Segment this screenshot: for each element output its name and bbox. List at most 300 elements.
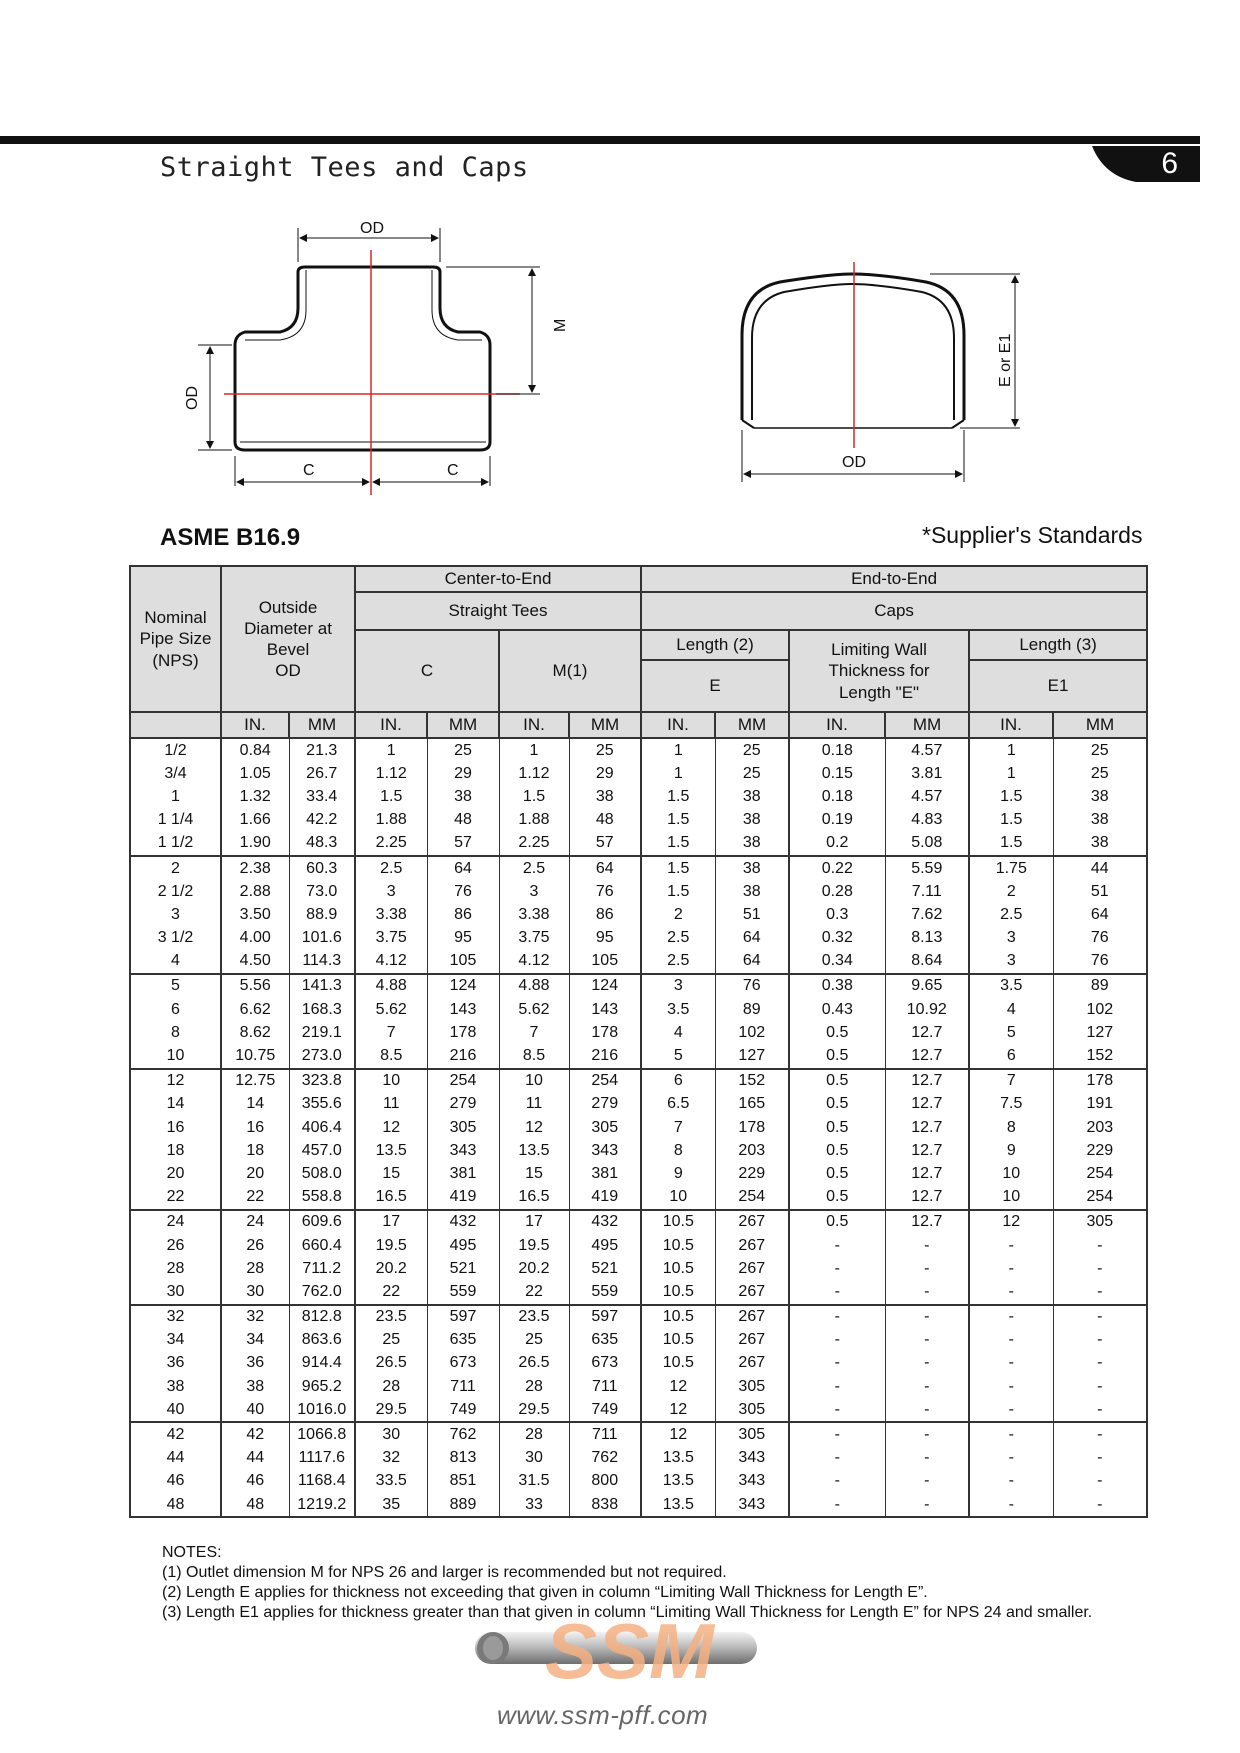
- value-cell: 11: [499, 1093, 569, 1116]
- value-cell: 19.5: [355, 1234, 427, 1257]
- table-row: [130, 1447, 1147, 1470]
- value-cell: 3: [969, 927, 1053, 950]
- value-cell: 9.65: [885, 974, 969, 998]
- value-cell: 38: [715, 880, 789, 903]
- header-rule: [0, 136, 1200, 144]
- value-cell: 229: [1053, 1139, 1147, 1162]
- value-cell: 25: [715, 762, 789, 785]
- value-cell: 711: [569, 1422, 641, 1446]
- value-cell: 10: [355, 1069, 427, 1093]
- col-od-header: Outside Diameter at Bevel OD: [221, 566, 355, 712]
- nps-cell: 1 1/4: [130, 809, 221, 832]
- value-cell: 48: [221, 1493, 289, 1517]
- value-cell: 8.64: [885, 950, 969, 974]
- value-cell: 8.5: [499, 1044, 569, 1068]
- value-cell: 1.5: [641, 832, 715, 856]
- value-cell: 51: [1053, 880, 1147, 903]
- value-cell: 3: [969, 950, 1053, 974]
- page-title: Straight Tees and Caps: [160, 152, 529, 183]
- value-cell: 33.5: [355, 1470, 427, 1493]
- value-cell: 51: [715, 903, 789, 926]
- value-cell: 95: [427, 927, 499, 950]
- value-cell: 124: [569, 974, 641, 998]
- value-cell: -: [969, 1398, 1053, 1422]
- value-cell: 495: [569, 1234, 641, 1257]
- value-cell: 711.2: [289, 1257, 355, 1280]
- value-cell: 143: [569, 998, 641, 1021]
- value-cell: 254: [1053, 1162, 1147, 1185]
- nps-cell: 30: [130, 1280, 221, 1304]
- value-cell: 10: [499, 1069, 569, 1093]
- value-cell: 762: [427, 1422, 499, 1446]
- value-cell: -: [1053, 1352, 1147, 1375]
- length3-header: Length (3): [969, 630, 1147, 660]
- value-cell: 38: [569, 785, 641, 808]
- value-cell: 10.5: [641, 1210, 715, 1234]
- page-number: 6: [1161, 147, 1178, 180]
- value-cell: -: [885, 1422, 969, 1446]
- value-cell: 279: [569, 1093, 641, 1116]
- value-cell: 12: [641, 1398, 715, 1422]
- nps-cell: 18: [130, 1139, 221, 1162]
- value-cell: 559: [427, 1280, 499, 1304]
- value-cell: 28: [499, 1375, 569, 1398]
- value-cell: -: [789, 1398, 885, 1422]
- table-row: [130, 832, 1147, 856]
- value-cell: 6: [641, 1069, 715, 1093]
- table-row: [130, 738, 1147, 762]
- table-row: [130, 974, 1147, 998]
- unit-header: IN.: [789, 712, 885, 738]
- value-cell: 2.38: [221, 856, 289, 880]
- value-cell: 141.3: [289, 974, 355, 998]
- value-cell: -: [789, 1375, 885, 1398]
- value-cell: 26.5: [499, 1352, 569, 1375]
- value-cell: 1.5: [969, 809, 1053, 832]
- value-cell: 12.7: [885, 1021, 969, 1044]
- value-cell: 17: [355, 1210, 427, 1234]
- value-cell: 0.3: [789, 903, 885, 926]
- value-cell: 13.5: [499, 1139, 569, 1162]
- value-cell: 25: [499, 1329, 569, 1352]
- value-cell: 1.5: [641, 880, 715, 903]
- value-cell: -: [969, 1280, 1053, 1304]
- value-cell: 24: [221, 1210, 289, 1234]
- value-cell: -: [1053, 1447, 1147, 1470]
- value-cell: -: [885, 1352, 969, 1375]
- value-cell: 28: [355, 1375, 427, 1398]
- value-cell: 0.22: [789, 856, 885, 880]
- value-cell: 355.6: [289, 1093, 355, 1116]
- value-cell: 267: [715, 1305, 789, 1329]
- value-cell: 28: [221, 1257, 289, 1280]
- value-cell: 7: [355, 1021, 427, 1044]
- value-cell: 7: [641, 1116, 715, 1139]
- value-cell: 4: [641, 1021, 715, 1044]
- value-cell: 12.7: [885, 1210, 969, 1234]
- value-cell: 178: [569, 1021, 641, 1044]
- value-cell: 9: [641, 1162, 715, 1185]
- value-cell: 8: [969, 1116, 1053, 1139]
- value-cell: 12: [499, 1116, 569, 1139]
- tee-od-side-label: OD: [184, 386, 201, 410]
- value-cell: 521: [427, 1257, 499, 1280]
- cap-e-label: E or E1: [997, 333, 1014, 387]
- value-cell: 0.5: [789, 1021, 885, 1044]
- value-cell: -: [885, 1257, 969, 1280]
- value-cell: 305: [569, 1116, 641, 1139]
- value-cell: 305: [715, 1422, 789, 1446]
- value-cell: 273.0: [289, 1044, 355, 1068]
- value-cell: 267: [715, 1210, 789, 1234]
- value-cell: 0.15: [789, 762, 885, 785]
- value-cell: 749: [427, 1398, 499, 1422]
- value-cell: 3.38: [355, 903, 427, 926]
- value-cell: 38: [1053, 809, 1147, 832]
- value-cell: 889: [427, 1493, 499, 1517]
- table-row: [130, 762, 1147, 785]
- value-cell: 178: [1053, 1069, 1147, 1093]
- value-cell: 254: [569, 1069, 641, 1093]
- notes-heading: NOTES:: [162, 1544, 222, 1561]
- value-cell: 635: [569, 1329, 641, 1352]
- note-1: (1) Outlet dimension M for NPS 26 and larger is recommended but not required.: [162, 1564, 727, 1581]
- value-cell: 1.88: [499, 809, 569, 832]
- value-cell: 254: [427, 1069, 499, 1093]
- value-cell: 13.5: [355, 1139, 427, 1162]
- value-cell: 12.7: [885, 1162, 969, 1185]
- value-cell: 1.32: [221, 785, 289, 808]
- value-cell: 5: [969, 1021, 1053, 1044]
- nps-cell: 34: [130, 1329, 221, 1352]
- value-cell: -: [969, 1447, 1053, 1470]
- value-cell: 0.5: [789, 1162, 885, 1185]
- value-cell: 9: [969, 1139, 1053, 1162]
- value-cell: -: [885, 1305, 969, 1329]
- nps-cell: 10: [130, 1044, 221, 1068]
- value-cell: 30: [221, 1280, 289, 1304]
- value-cell: 597: [427, 1305, 499, 1329]
- value-cell: 267: [715, 1329, 789, 1352]
- value-cell: 12: [969, 1210, 1053, 1234]
- unit-header: IN.: [355, 712, 427, 738]
- value-cell: 7: [499, 1021, 569, 1044]
- value-cell: 4.83: [885, 809, 969, 832]
- value-cell: 127: [715, 1044, 789, 1068]
- value-cell: 267: [715, 1280, 789, 1304]
- value-cell: 23.5: [355, 1305, 427, 1329]
- value-cell: 152: [1053, 1044, 1147, 1068]
- limiting-wall-header: Limiting Wall Thickness for Length "E": [789, 630, 969, 712]
- value-cell: 851: [427, 1470, 499, 1493]
- value-cell: -: [885, 1470, 969, 1493]
- table-row: [130, 1375, 1147, 1398]
- value-cell: 44: [221, 1447, 289, 1470]
- value-cell: 254: [715, 1186, 789, 1210]
- value-cell: 12.75: [221, 1069, 289, 1093]
- value-cell: 0.43: [789, 998, 885, 1021]
- value-cell: 20.2: [355, 1257, 427, 1280]
- value-cell: 38: [427, 785, 499, 808]
- value-cell: 86: [569, 903, 641, 926]
- value-cell: 105: [569, 950, 641, 974]
- value-cell: -: [789, 1280, 885, 1304]
- col-m-header: M(1): [499, 630, 641, 712]
- value-cell: 267: [715, 1257, 789, 1280]
- value-cell: 0.28: [789, 880, 885, 903]
- value-cell: 3: [499, 880, 569, 903]
- value-cell: 0.18: [789, 785, 885, 808]
- value-cell: 1: [499, 738, 569, 762]
- value-cell: 22: [499, 1280, 569, 1304]
- value-cell: 34: [221, 1329, 289, 1352]
- unit-header: MM: [715, 712, 789, 738]
- value-cell: 660.4: [289, 1234, 355, 1257]
- value-cell: 0.84: [221, 738, 289, 762]
- nps-cell: 12: [130, 1069, 221, 1093]
- value-cell: 124: [427, 974, 499, 998]
- value-cell: 88.9: [289, 903, 355, 926]
- col-e1-header: E1: [969, 660, 1147, 712]
- table-body: [130, 738, 1147, 1517]
- unit-blank: [130, 712, 221, 738]
- value-cell: -: [789, 1352, 885, 1375]
- value-cell: 38: [715, 832, 789, 856]
- value-cell: 1.5: [969, 832, 1053, 856]
- value-cell: 5.56: [221, 974, 289, 998]
- value-cell: 813: [427, 1447, 499, 1470]
- value-cell: 76: [569, 880, 641, 903]
- value-cell: 1: [969, 762, 1053, 785]
- unit-header: IN.: [969, 712, 1053, 738]
- value-cell: 10.92: [885, 998, 969, 1021]
- value-cell: 114.3: [289, 950, 355, 974]
- value-cell: 3.38: [499, 903, 569, 926]
- value-cell: 1.66: [221, 809, 289, 832]
- col-e-header: E: [641, 660, 789, 712]
- table-row: [130, 856, 1147, 880]
- value-cell: -: [885, 1280, 969, 1304]
- value-cell: 8.5: [355, 1044, 427, 1068]
- value-cell: 1168.4: [289, 1470, 355, 1493]
- nps-cell: 22: [130, 1186, 221, 1210]
- value-cell: 22: [355, 1280, 427, 1304]
- value-cell: 46: [221, 1470, 289, 1493]
- value-cell: 1219.2: [289, 1493, 355, 1517]
- table-row: [130, 1234, 1147, 1257]
- value-cell: -: [789, 1470, 885, 1493]
- value-cell: 7.5: [969, 1093, 1053, 1116]
- value-cell: 12.7: [885, 1093, 969, 1116]
- value-cell: 0.5: [789, 1139, 885, 1162]
- table-row: [130, 1139, 1147, 1162]
- value-cell: 305: [1053, 1210, 1147, 1234]
- value-cell: 343: [715, 1447, 789, 1470]
- value-cell: 32: [221, 1305, 289, 1329]
- value-cell: 64: [1053, 903, 1147, 926]
- value-cell: 35: [355, 1493, 427, 1517]
- value-cell: 14: [221, 1093, 289, 1116]
- value-cell: -: [1053, 1234, 1147, 1257]
- value-cell: 42.2: [289, 809, 355, 832]
- value-cell: 381: [427, 1162, 499, 1185]
- value-cell: 406.4: [289, 1116, 355, 1139]
- value-cell: 29: [569, 762, 641, 785]
- note-2: (2) Length E applies for thickness not exceeding that given in column “Limiting Wall Thickness for Length E”.: [162, 1584, 928, 1601]
- value-cell: 4.57: [885, 738, 969, 762]
- nps-cell: 1: [130, 785, 221, 808]
- value-cell: 44: [1053, 856, 1147, 880]
- table-row: [130, 785, 1147, 808]
- value-cell: 10.5: [641, 1305, 715, 1329]
- value-cell: 38: [1053, 785, 1147, 808]
- value-cell: 33.4: [289, 785, 355, 808]
- value-cell: 13.5: [641, 1493, 715, 1517]
- footer-url: www.ssm-pff.com: [497, 1700, 709, 1730]
- value-cell: 31.5: [499, 1470, 569, 1493]
- value-cell: 48: [427, 809, 499, 832]
- value-cell: 3.5: [641, 998, 715, 1021]
- value-cell: 495: [427, 1234, 499, 1257]
- value-cell: 10.5: [641, 1257, 715, 1280]
- tee-c-right-label: C: [447, 462, 459, 479]
- value-cell: 4.12: [499, 950, 569, 974]
- value-cell: 25: [355, 1329, 427, 1352]
- value-cell: 0.5: [789, 1186, 885, 1210]
- value-cell: 1: [355, 738, 427, 762]
- value-cell: -: [885, 1329, 969, 1352]
- nps-cell: 40: [130, 1398, 221, 1422]
- value-cell: 5: [641, 1044, 715, 1068]
- value-cell: 57: [569, 832, 641, 856]
- value-cell: 863.6: [289, 1329, 355, 1352]
- value-cell: 76: [1053, 927, 1147, 950]
- value-cell: 10: [969, 1162, 1053, 1185]
- value-cell: 127: [1053, 1021, 1147, 1044]
- value-cell: 305: [715, 1398, 789, 1422]
- table-row: [130, 1329, 1147, 1352]
- standard-label: ASME B16.9: [160, 524, 301, 551]
- value-cell: 64: [715, 950, 789, 974]
- value-cell: -: [1053, 1305, 1147, 1329]
- value-cell: 12.7: [885, 1139, 969, 1162]
- nps-cell: 2: [130, 856, 221, 880]
- nps-cell: 5: [130, 974, 221, 998]
- value-cell: 95: [569, 927, 641, 950]
- value-cell: 419: [427, 1186, 499, 1210]
- value-cell: 457.0: [289, 1139, 355, 1162]
- value-cell: 16.5: [355, 1186, 427, 1210]
- value-cell: -: [1053, 1470, 1147, 1493]
- straight-tees-header: Straight Tees: [355, 592, 641, 630]
- value-cell: 29.5: [355, 1398, 427, 1422]
- value-cell: 673: [569, 1352, 641, 1375]
- value-cell: 19.5: [499, 1234, 569, 1257]
- nps-cell: 20: [130, 1162, 221, 1185]
- value-cell: -: [969, 1422, 1053, 1446]
- table-row: [130, 1493, 1147, 1517]
- value-cell: -: [885, 1375, 969, 1398]
- value-cell: 29.5: [499, 1398, 569, 1422]
- nps-cell: 36: [130, 1352, 221, 1375]
- value-cell: 8.13: [885, 927, 969, 950]
- value-cell: 267: [715, 1234, 789, 1257]
- value-cell: -: [789, 1305, 885, 1329]
- value-cell: 60.3: [289, 856, 355, 880]
- value-cell: 20.2: [499, 1257, 569, 1280]
- unit-header: MM: [427, 712, 499, 738]
- value-cell: 5.62: [355, 998, 427, 1021]
- value-cell: 42: [221, 1422, 289, 1446]
- value-cell: 10.75: [221, 1044, 289, 1068]
- value-cell: -: [1053, 1398, 1147, 1422]
- value-cell: 558.8: [289, 1186, 355, 1210]
- value-cell: 0.19: [789, 809, 885, 832]
- value-cell: 23.5: [499, 1305, 569, 1329]
- value-cell: 73.0: [289, 880, 355, 903]
- value-cell: 4.88: [355, 974, 427, 998]
- value-cell: 1066.8: [289, 1422, 355, 1446]
- unit-header: MM: [569, 712, 641, 738]
- value-cell: 2.5: [355, 856, 427, 880]
- nps-cell: 14: [130, 1093, 221, 1116]
- value-cell: 102: [1053, 998, 1147, 1021]
- value-cell: 102: [715, 1021, 789, 1044]
- value-cell: 0.18: [789, 738, 885, 762]
- value-cell: 48.3: [289, 832, 355, 856]
- cap-od-label: OD: [842, 454, 866, 471]
- value-cell: 22: [221, 1186, 289, 1210]
- value-cell: 812.8: [289, 1305, 355, 1329]
- value-cell: 25: [1053, 762, 1147, 785]
- value-cell: 1.5: [499, 785, 569, 808]
- value-cell: 381: [569, 1162, 641, 1185]
- supplier-note: *Supplier's Standards: [922, 522, 1143, 548]
- table-row: [130, 1257, 1147, 1280]
- value-cell: 0.32: [789, 927, 885, 950]
- value-cell: 3: [641, 974, 715, 998]
- table-row: [130, 903, 1147, 926]
- value-cell: 105: [427, 950, 499, 974]
- value-cell: 2.5: [641, 950, 715, 974]
- nps-cell: 26: [130, 1234, 221, 1257]
- value-cell: 178: [427, 1021, 499, 1044]
- value-cell: 279: [427, 1093, 499, 1116]
- value-cell: 38: [1053, 832, 1147, 856]
- nps-cell: 42: [130, 1422, 221, 1446]
- value-cell: 25: [569, 738, 641, 762]
- value-cell: 1.75: [969, 856, 1053, 880]
- value-cell: 2.5: [641, 927, 715, 950]
- value-cell: -: [1053, 1329, 1147, 1352]
- value-cell: 12.7: [885, 1069, 969, 1093]
- value-cell: 0.5: [789, 1069, 885, 1093]
- value-cell: 965.2: [289, 1375, 355, 1398]
- table-row: [130, 950, 1147, 974]
- value-cell: 10.5: [641, 1329, 715, 1352]
- value-cell: 305: [715, 1375, 789, 1398]
- value-cell: 6: [969, 1044, 1053, 1068]
- value-cell: 12.7: [885, 1116, 969, 1139]
- value-cell: 5.08: [885, 832, 969, 856]
- value-cell: 1: [969, 738, 1053, 762]
- nps-cell: 4: [130, 950, 221, 974]
- value-cell: 267: [715, 1352, 789, 1375]
- value-cell: 0.5: [789, 1116, 885, 1139]
- value-cell: 30: [499, 1447, 569, 1470]
- ssm-logo: [475, 1610, 765, 1690]
- value-cell: 12: [641, 1422, 715, 1446]
